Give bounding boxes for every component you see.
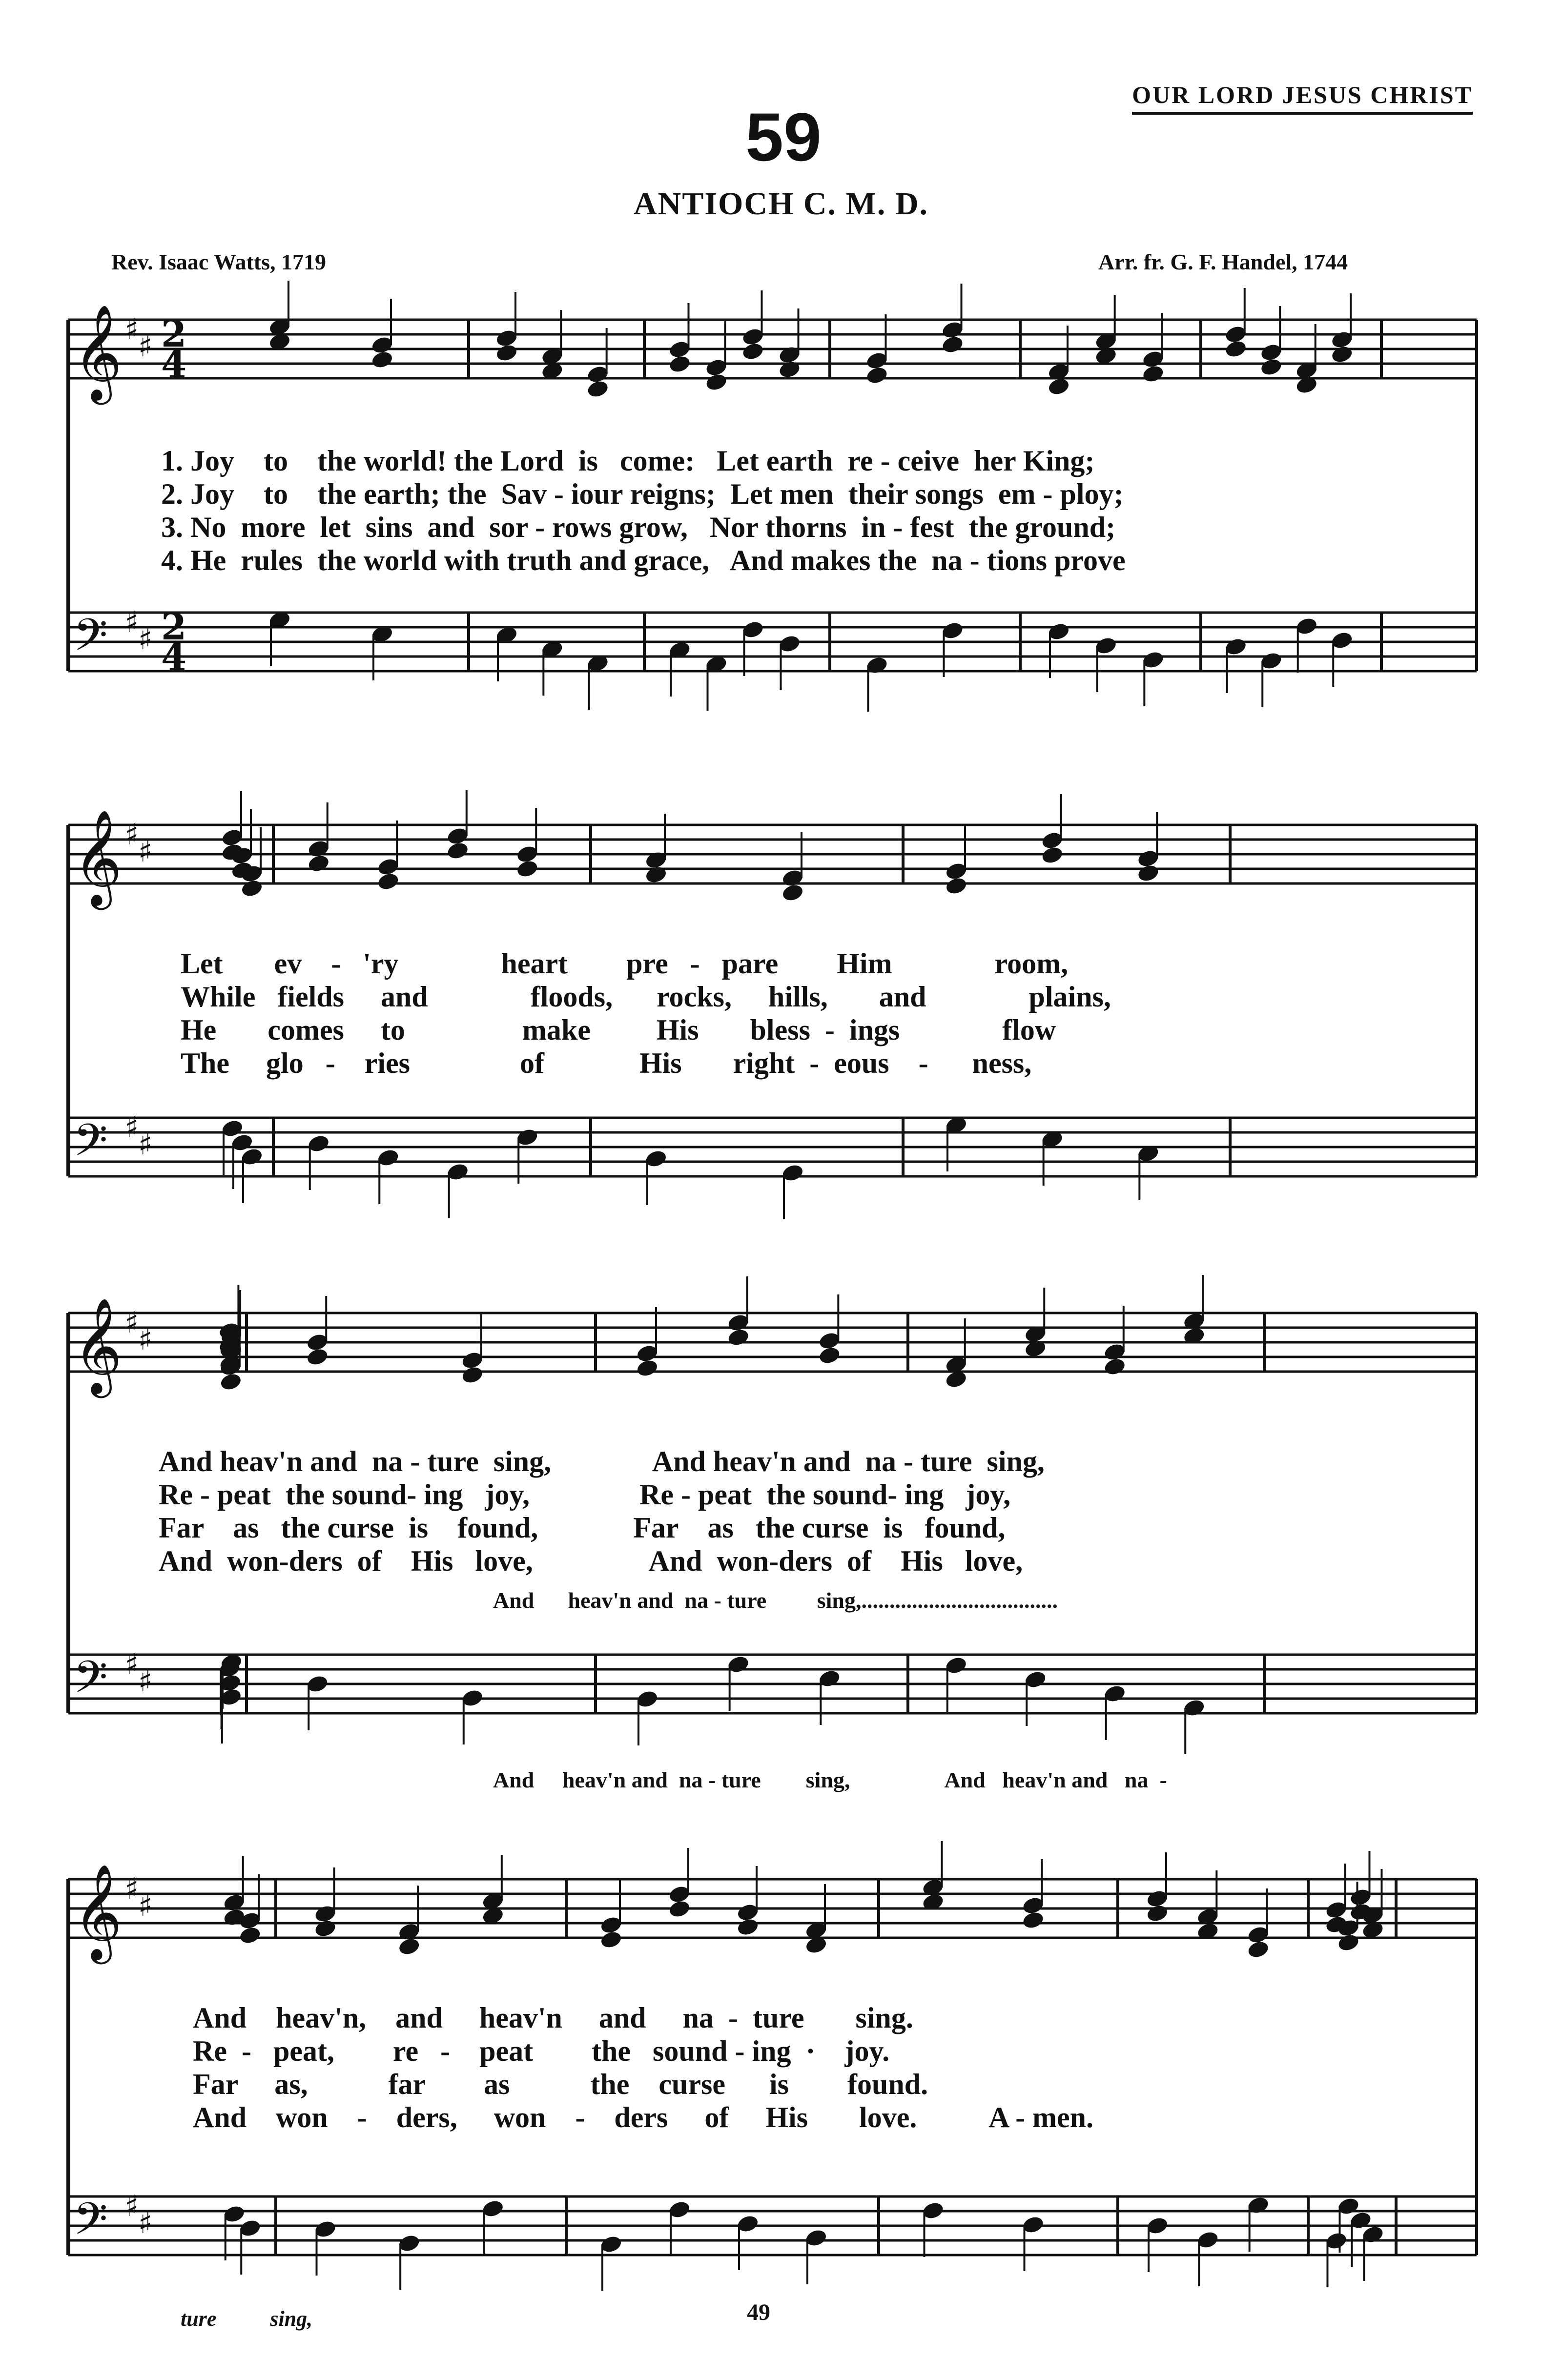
note-head bbox=[636, 1358, 658, 1378]
bass-clef: 𝄢 bbox=[73, 609, 108, 672]
verse-3-line: Far as, far as the curse is found. bbox=[193, 2068, 928, 2100]
note-head bbox=[219, 1372, 242, 1392]
sharp-sign: ♯ bbox=[124, 605, 139, 639]
sharp-sign: ♯ bbox=[138, 1323, 153, 1357]
note-head bbox=[446, 841, 469, 861]
composer-credit: Arr. fr. G. F. Handel, 1744 bbox=[1098, 249, 1348, 274]
bass-clef: 𝄢 bbox=[73, 1114, 108, 1177]
note-head bbox=[1041, 845, 1064, 865]
verse-4-line: 4. He rules the world with truth and grace, And makes the na - tions prove bbox=[161, 544, 1126, 576]
bass-clef: 𝄢 bbox=[73, 2193, 108, 2256]
sharp-sign: ♯ bbox=[124, 818, 139, 852]
verse-1-line: And heav'n and na - ture sing, And heav'n and na - ture sing, bbox=[159, 1445, 1045, 1477]
hymn-number: 59 bbox=[745, 99, 822, 175]
note-head bbox=[1137, 863, 1160, 883]
time-signature-bottom: 4 bbox=[161, 343, 187, 386]
verse-4-line: And won - ders, won - ders of His love. A - men. bbox=[193, 2101, 1094, 2134]
note-head bbox=[370, 350, 393, 369]
note-head bbox=[668, 354, 691, 374]
sharp-sign: ♯ bbox=[124, 1110, 139, 1145]
treble-clef: 𝄞 bbox=[73, 1864, 123, 1960]
note-head bbox=[705, 372, 728, 392]
note-head bbox=[377, 872, 400, 891]
note-head bbox=[781, 883, 804, 903]
note-head bbox=[516, 859, 539, 879]
note-head bbox=[1331, 345, 1354, 364]
note-head bbox=[941, 335, 964, 354]
sharp-sign: ♯ bbox=[124, 1872, 139, 1906]
note-head bbox=[727, 1328, 750, 1347]
note-head bbox=[398, 1937, 421, 1956]
note-head bbox=[1337, 1933, 1360, 1952]
bass-cue-lyric: And heav'n and na - ture sing, And heav'n and na - bbox=[493, 1767, 1167, 1792]
note-head bbox=[1247, 1940, 1270, 1959]
verse-1-line: Let ev - 'ry heart pre - pare Him room, bbox=[181, 947, 1069, 980]
treble-clef: 𝄞 bbox=[73, 809, 123, 906]
verse-2-line: 2. Joy to the earth; the Sav - iour reigns; Let men their songs em - ploy; bbox=[161, 478, 1124, 510]
sharp-sign: ♯ bbox=[138, 1889, 153, 1923]
verse-3-line: He comes to make His bless - ings flow bbox=[181, 1014, 1056, 1046]
note-head bbox=[1022, 1910, 1045, 1930]
note-head bbox=[1260, 357, 1283, 377]
verse-2-line: Re - peat the sound- ing joy, Re - peat the sound- ing joy, bbox=[159, 1478, 1011, 1511]
tune-name: ANTIOCH C. M. D. bbox=[634, 186, 928, 222]
treble-clef: 𝄞 bbox=[73, 1297, 123, 1394]
verse-1-line: And heav'n, and heav'n and na - ture sing. bbox=[193, 2002, 913, 2034]
note-head bbox=[865, 366, 888, 385]
sharp-sign: ♯ bbox=[138, 1664, 153, 1699]
sharp-sign: ♯ bbox=[138, 622, 153, 657]
bass-end-cue: ture sing, bbox=[181, 2307, 313, 2331]
note-head bbox=[239, 1926, 262, 1945]
verse-3-line: 3. No more let sins and sor - rows grow, Nor thorns in - fest the ground; bbox=[161, 511, 1116, 543]
verse-2-line: While fields and floods, rocks, hills, and plains, bbox=[181, 981, 1111, 1013]
note-head bbox=[495, 343, 518, 363]
note-head bbox=[945, 876, 967, 896]
note-head bbox=[741, 342, 764, 361]
note-head bbox=[586, 379, 609, 399]
bass-clef: 𝄢 bbox=[73, 1651, 108, 1714]
verse-1-line: 1. Joy to the world! the Lord is come: Let earth re - ceive her King; bbox=[161, 445, 1095, 477]
verse-3-line: Far as the curse is found, Far as the curse is found, bbox=[159, 1512, 1006, 1544]
note-head bbox=[599, 1930, 622, 1949]
note-head bbox=[1103, 1357, 1126, 1376]
time-signature-top: 2 bbox=[161, 312, 187, 355]
sharp-sign: ♯ bbox=[138, 329, 153, 364]
sharp-sign: ♯ bbox=[138, 1128, 153, 1162]
sharp-sign: ♯ bbox=[138, 2206, 153, 2240]
note-head bbox=[736, 1917, 759, 1937]
note-head bbox=[306, 1347, 329, 1367]
note-head bbox=[240, 879, 263, 898]
treble-clef: 𝄞 bbox=[73, 304, 123, 401]
verse-4-line: And won-ders of His love, And won-ders of His love, bbox=[159, 1545, 1023, 1577]
note-head bbox=[818, 1346, 841, 1365]
sharp-sign: ♯ bbox=[124, 1647, 139, 1682]
verse-2-line: Re - peat, re - peat the sound - ing · joy. bbox=[193, 2035, 890, 2067]
verse-4-line: The glo - ries of His right - eous - ness, bbox=[181, 1047, 1032, 1079]
note-head bbox=[1142, 364, 1165, 384]
note-head bbox=[307, 854, 330, 873]
author-credit: Rev. Isaac Watts, 1719 bbox=[111, 249, 326, 274]
note-head bbox=[461, 1365, 484, 1385]
note-head bbox=[1047, 377, 1070, 396]
sharp-sign: ♯ bbox=[124, 1306, 139, 1340]
tenor-cue-lyric: And heav'n and na - ture sing,................................... bbox=[493, 1588, 1058, 1613]
section-heading: OUR LORD JESUS CHRIST bbox=[1132, 81, 1473, 115]
sharp-sign: ♯ bbox=[138, 835, 153, 869]
page-number: 49 bbox=[747, 2299, 770, 2325]
note-head bbox=[668, 1899, 691, 1919]
note-head bbox=[314, 1919, 337, 1938]
sharp-sign: ♯ bbox=[124, 312, 139, 347]
time-signature-bottom: 4 bbox=[161, 636, 187, 679]
sharp-sign: ♯ bbox=[124, 2189, 139, 2223]
note-head bbox=[1146, 1904, 1169, 1923]
time-signature-top: 2 bbox=[161, 605, 187, 648]
note-head bbox=[1224, 339, 1247, 359]
